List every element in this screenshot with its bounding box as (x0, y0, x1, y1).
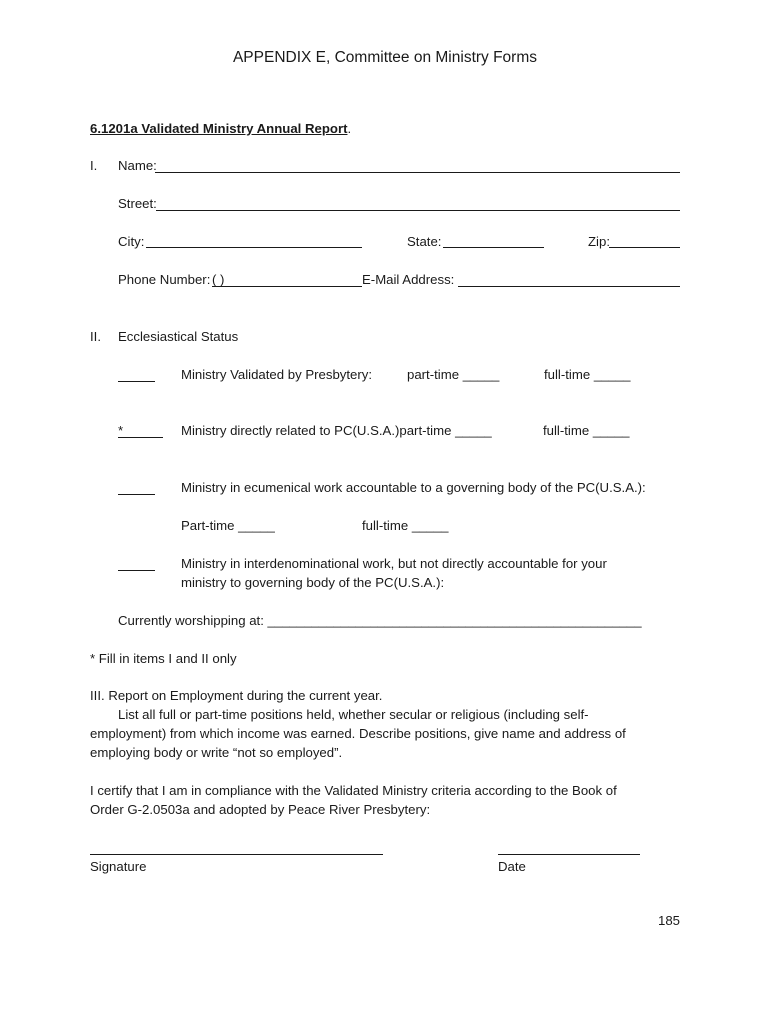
name-label: Name: (118, 158, 157, 173)
email-field-line[interactable] (458, 286, 680, 287)
zip-field-line[interactable] (609, 247, 680, 248)
worship-label (118, 613, 642, 629)
ecumenical-ministry-text: Ministry in ecumenical work accountable to a governing body of the PC(U.S.A.): (181, 480, 646, 495)
validated-check-line[interactable] (118, 381, 155, 382)
phone-field-line[interactable] (212, 286, 362, 287)
street-field-line[interactable] (156, 210, 680, 211)
document-title: APPENDIX E, Committee on Ministry Forms (232, 49, 538, 66)
validated-ministry-text: Ministry Validated by Presbytery: (181, 367, 373, 382)
section-3-text-2: employment) from which income was earned. Describe positions, give name and address of (90, 726, 626, 741)
email-label: E-Mail Address: (362, 272, 455, 287)
validated-part-time: part-time _____ (407, 367, 500, 382)
ecumenical-part-time: Part-time _____ (181, 518, 275, 533)
direct-ministry-text: Ministry directly related to PC(U.S.A.)part-time _____ (181, 423, 492, 438)
zip-label: Zip: (588, 234, 610, 249)
interdenominational-text-2: ministry to governing body of the PC(U.S.A.): (181, 575, 445, 590)
validated-full-time: full-time _____ (544, 367, 631, 382)
street-label: Street: (118, 196, 157, 211)
direct-check-line[interactable] (118, 437, 163, 438)
signature-label: Signature (90, 859, 147, 874)
asterisk-marker: * (118, 423, 124, 438)
date-label: Date (498, 859, 526, 874)
form-title-wrap (90, 121, 351, 137)
worship-label-text: Currently worshipping at: (118, 613, 268, 628)
section-1-numeral: I. (90, 158, 98, 173)
fill-in-note: * Fill in items I and II only (90, 651, 237, 666)
city-field-line[interactable] (146, 247, 362, 248)
phone-label: Phone Number: (118, 272, 211, 287)
signature-line[interactable] (90, 854, 383, 855)
section-3-text-3: employing body or write “not so employed”. (90, 745, 343, 760)
page-number: 185 (658, 913, 681, 928)
interdenominational-check-line[interactable] (118, 570, 155, 571)
direct-full-time: full-time _____ (543, 423, 630, 438)
phone-area-code: ( ) (212, 272, 225, 287)
city-label: City: (118, 234, 145, 249)
certify-text-1: I certify that I am in compliance with the Validated Ministry criteria according to the Book of (90, 783, 617, 798)
form-title-period: . (347, 121, 352, 136)
section-3-heading: III. Report on Employment during the current year. (90, 688, 383, 703)
interdenominational-text-1: Ministry in interdenominational work, but not directly accountable for your (181, 556, 607, 571)
ecumenical-check-line[interactable] (118, 494, 155, 495)
worship-field-line[interactable]: ___________________________________________________ (267, 613, 642, 628)
ecumenical-full-time: full-time _____ (362, 518, 449, 533)
state-label: State: (407, 234, 442, 249)
form-title: 6.1201a Validated Ministry Annual Report (90, 121, 348, 136)
date-line[interactable] (498, 854, 640, 855)
section-3-text-1: List all full or part-time positions held, whether secular or religious (including self- (118, 707, 589, 722)
state-field-line[interactable] (443, 247, 544, 248)
certify-text-2: Order G-2.0503a and adopted by Peace River Presbytery: (90, 802, 431, 817)
name-field-line[interactable] (155, 172, 680, 173)
section-2-title: Ecclesiastical Status (118, 329, 239, 344)
section-2-numeral: II. (90, 329, 101, 344)
